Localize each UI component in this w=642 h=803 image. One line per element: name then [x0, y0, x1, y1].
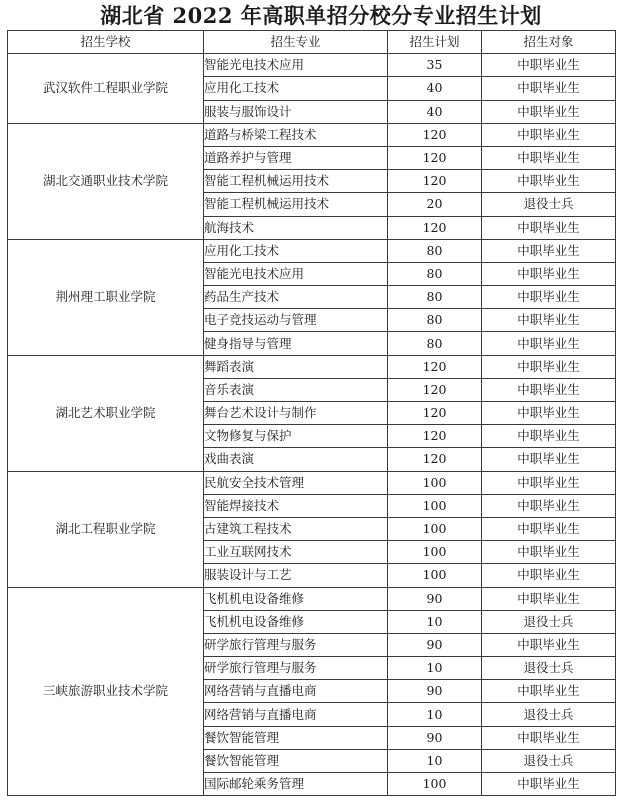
- enrollment-plan-table: [7, 30, 616, 796]
- major-name: 飞机机电设备维修: [204, 610, 388, 633]
- enrollment-target: 中职毕业生: [482, 262, 616, 285]
- plan-count: 90: [388, 587, 482, 610]
- plan-count: 120: [388, 402, 482, 425]
- plan-count: 40: [388, 100, 482, 123]
- enrollment-target: 中职毕业生: [482, 726, 616, 749]
- major-name: 服装与服饰设计: [204, 100, 388, 123]
- enrollment-target: 中职毕业生: [482, 471, 616, 494]
- plan-count: 120: [388, 146, 482, 169]
- enrollment-target: 中职毕业生: [482, 680, 616, 703]
- plan-count: 120: [388, 448, 482, 471]
- school-name: 荆州理工职业学院: [8, 239, 204, 355]
- enrollment-target: 中职毕业生: [482, 378, 616, 401]
- enrollment-target: 中职毕业生: [482, 773, 616, 796]
- major-name: 餐饮智能管理: [204, 726, 388, 749]
- school-name: 湖北工程职业学院: [8, 471, 204, 587]
- enrollment-target: 中职毕业生: [482, 448, 616, 471]
- plan-count: 10: [388, 657, 482, 680]
- plan-count: 10: [388, 703, 482, 726]
- plan-count: 10: [388, 749, 482, 772]
- major-name: 健身指导与管理: [204, 332, 388, 355]
- plan-count: 120: [388, 425, 482, 448]
- enrollment-target: 中职毕业生: [482, 286, 616, 309]
- major-name: 智能工程机械运用技术: [204, 193, 388, 216]
- plan-count: 100: [388, 541, 482, 564]
- enrollment-target: 退役士兵: [482, 749, 616, 772]
- table-header-row: [8, 31, 616, 54]
- enrollment-target: 中职毕业生: [482, 494, 616, 517]
- plan-count: 80: [388, 262, 482, 285]
- plan-count: 100: [388, 517, 482, 540]
- plan-count: 120: [388, 216, 482, 239]
- enrollment-target: 中职毕业生: [482, 77, 616, 100]
- plan-count: 90: [388, 633, 482, 656]
- major-name: 文物修复与保护: [204, 425, 388, 448]
- major-name: 飞机机电设备维修: [204, 587, 388, 610]
- major-name: 道路与桥梁工程技术: [204, 123, 388, 146]
- enrollment-target: 中职毕业生: [482, 216, 616, 239]
- school-name: 湖北交通职业技术学院: [8, 123, 204, 239]
- enrollment-target: 中职毕业生: [482, 170, 616, 193]
- major-name: 舞蹈表演: [204, 355, 388, 378]
- major-name: 戏曲表演: [204, 448, 388, 471]
- header-school: 招生学校: [8, 31, 204, 54]
- major-name: 智能光电技术应用: [204, 54, 388, 77]
- major-name: 网络营销与直播电商: [204, 703, 388, 726]
- plan-count: 80: [388, 309, 482, 332]
- major-name: 网络营销与直播电商: [204, 680, 388, 703]
- plan-count: 40: [388, 77, 482, 100]
- major-name: 道路养护与管理: [204, 146, 388, 169]
- major-name: 服装设计与工艺: [204, 564, 388, 587]
- major-name: 研学旅行管理与服务: [204, 657, 388, 680]
- table-row: [8, 471, 616, 494]
- plan-count: 100: [388, 494, 482, 517]
- table-row: [8, 587, 616, 610]
- major-name: 智能光电技术应用: [204, 262, 388, 285]
- enrollment-target: 中职毕业生: [482, 54, 616, 77]
- table-row: [8, 355, 616, 378]
- plan-count: 80: [388, 332, 482, 355]
- enrollment-target: 中职毕业生: [482, 587, 616, 610]
- major-name: 古建筑工程技术: [204, 517, 388, 540]
- plan-count: 100: [388, 564, 482, 587]
- header-major: 招生专业: [204, 31, 388, 54]
- table-row: [8, 54, 616, 77]
- plan-count: 80: [388, 239, 482, 262]
- school-name: 三峡旅游职业技术学院: [8, 587, 204, 796]
- plan-count: 100: [388, 471, 482, 494]
- plan-count: 35: [388, 54, 482, 77]
- major-name: 研学旅行管理与服务: [204, 633, 388, 656]
- major-name: 民航安全技术管理: [204, 471, 388, 494]
- enrollment-target: 退役士兵: [482, 610, 616, 633]
- enrollment-target: 中职毕业生: [482, 146, 616, 169]
- header-plan: 招生计划: [388, 31, 482, 54]
- plan-count: 90: [388, 726, 482, 749]
- table-row: [8, 123, 616, 146]
- major-name: 音乐表演: [204, 378, 388, 401]
- table-body: [8, 54, 616, 796]
- enrollment-target: 中职毕业生: [482, 309, 616, 332]
- school-name: 武汉软件工程职业学院: [8, 54, 204, 124]
- major-name: 航海技术: [204, 216, 388, 239]
- major-name: 智能工程机械运用技术: [204, 170, 388, 193]
- document-title: 湖北省 2022 年高职单招分校分专业招生计划: [100, 3, 542, 28]
- table-row: [8, 239, 616, 262]
- plan-count: 120: [388, 378, 482, 401]
- plan-count: 120: [388, 355, 482, 378]
- major-name: 国际邮轮乘务管理: [204, 773, 388, 796]
- enrollment-target: 中职毕业生: [482, 541, 616, 564]
- major-name: 舞台艺术设计与制作: [204, 402, 388, 425]
- enrollment-target: 中职毕业生: [482, 355, 616, 378]
- enrollment-target: 中职毕业生: [482, 123, 616, 146]
- enrollment-target: 退役士兵: [482, 193, 616, 216]
- plan-count: 120: [388, 170, 482, 193]
- enrollment-target: 中职毕业生: [482, 564, 616, 587]
- header-target: 招生对象: [482, 31, 616, 54]
- plan-count: 120: [388, 123, 482, 146]
- enrollment-target: 中职毕业生: [482, 517, 616, 540]
- major-name: 工业互联网技术: [204, 541, 388, 564]
- enrollment-target: 退役士兵: [482, 657, 616, 680]
- major-name: 智能焊接技术: [204, 494, 388, 517]
- enrollment-target: 中职毕业生: [482, 332, 616, 355]
- enrollment-target: 中职毕业生: [482, 633, 616, 656]
- enrollment-target: 中职毕业生: [482, 100, 616, 123]
- enrollment-target: 中职毕业生: [482, 425, 616, 448]
- plan-count: 20: [388, 193, 482, 216]
- major-name: 电子竞技运动与管理: [204, 309, 388, 332]
- plan-count: 10: [388, 610, 482, 633]
- enrollment-target: 退役士兵: [482, 703, 616, 726]
- major-name: 应用化工技术: [204, 239, 388, 262]
- plan-count: 80: [388, 286, 482, 309]
- enrollment-target: 中职毕业生: [482, 402, 616, 425]
- enrollment-target: 中职毕业生: [482, 239, 616, 262]
- major-name: 餐饮智能管理: [204, 749, 388, 772]
- plan-count: 100: [388, 773, 482, 796]
- major-name: 药品生产技术: [204, 286, 388, 309]
- major-name: 应用化工技术: [204, 77, 388, 100]
- school-name: 湖北艺术职业学院: [8, 355, 204, 471]
- plan-count: 90: [388, 680, 482, 703]
